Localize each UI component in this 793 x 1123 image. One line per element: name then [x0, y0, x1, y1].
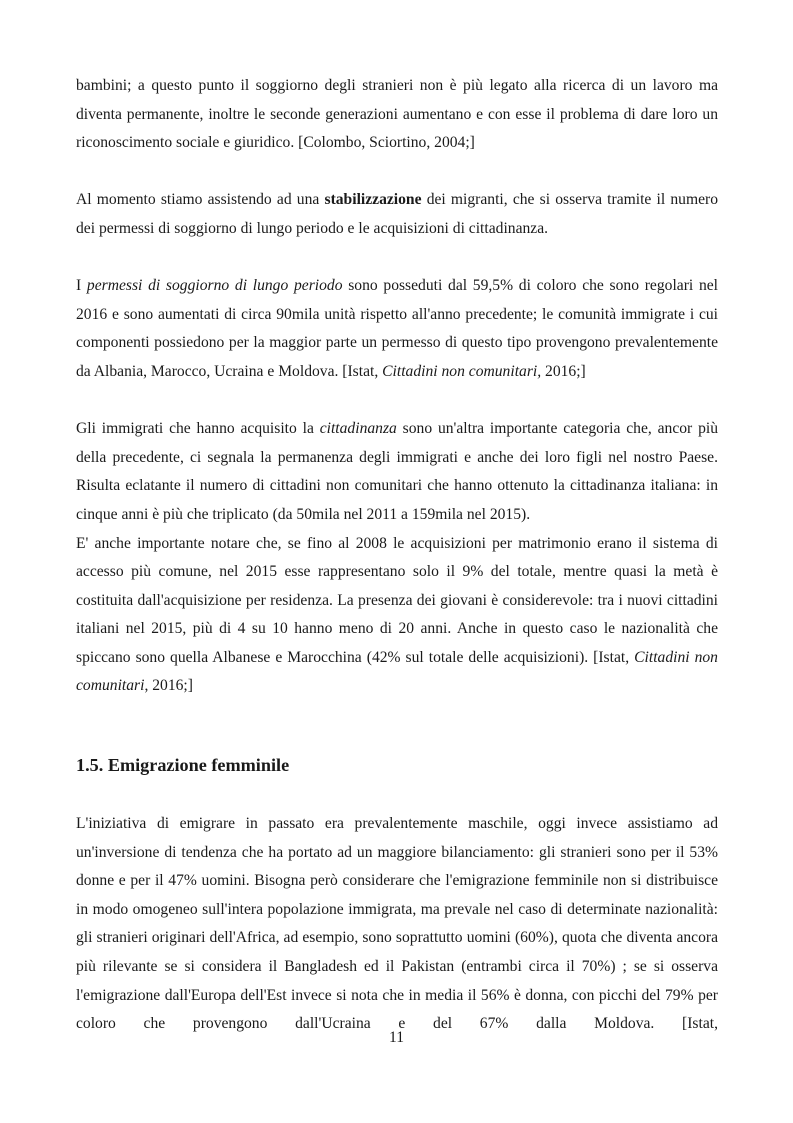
document-page: [76, 72, 718, 1039]
italic-term-permessi: permessi di soggiorno di lungo periodo: [86, 277, 343, 295]
paragraph-second-generations: bambini; a questo punto il soggiorno degli stranieri non è più legato alla ricerca di un lavoro ma diventa permanente, inoltre le seconde generazioni aumentano e con esse il problema di dare loro un riconoscimento sociale e giuridico. [Colombo, Sciortino, 2004;]: [76, 77, 718, 152]
paragraph-long-term-permits: I permessi di soggiorno di lungo periodo sono posseduti dal 59,5% di coloro che sono regolari nel 2016 e sono aumentati di circa 90mila unità rispetto all'anno precedente; le comunità immigrate i cui componenti possiedono per la maggior parte un permesso di questo tipo provengono prevalentemente da Albania, Marocco, Ucraina e Moldova. [Istat, Cittadini non comunitari, 2016;]: [76, 277, 718, 380]
citation-title: Cittadini non comunitari,: [382, 362, 542, 380]
paragraph-female-emigration: L'iniziativa di emigrare in passato era prevalentemente maschile, oggi invece assistiamo ad un'inversione di tendenza che ha portato ad un maggiore bilanciamento: gli stranieri sono per il 53% donne e per il 47% uomini. Bisogna però considerare che l'emigrazione femminile non si distribuisce in modo omogeneo sull'intera popolazione immigrata, ma prevale nel caso di determinate nazionalità: gli stranieri originari dell'Africa, ad esempio, sono soprattutto uomini (60%), quota che diventa ancora più rilevante se si considera il Bangladesh ed il Pakistan (entrambi circa il 70%) ; se si osserva l'emigrazione dall'Europa dell'Est invece si nota che in media il 56% è donna, con picchi del 79% per coloro che provengono dall'Ucraina e del 67% dalla Moldova. [Istat,: [76, 815, 718, 1033]
paragraph-stabilization: Al momento stiamo assistendo ad una stabilizzazione dei migranti, che si osserva tramite il numero dei permessi di soggiorno di lungo periodo e le acquisizioni di cittadinanza.: [76, 191, 718, 237]
section-heading: 1.5. Emigrazione femminile: [76, 755, 290, 776]
bold-term-stabilizzazione: stabilizzazione: [324, 191, 422, 209]
paragraph-citizenship: Gli immigrati che hanno acquisito la cittadinanza sono un'altra importante categoria che, ancor più della precedente, ci segnala la permanenza degli immigrati e anche dei loro figli nel nostro Paese. Risulta eclatante il numero di cittadini non comunitari che hanno ottenuto la cittadinanza italiana: in cinque anni è più che triplicato (da 50mila nel 2011 a 159mila nel 2015).: [76, 420, 718, 523]
page-number: 11: [388, 1029, 404, 1046]
paragraph-acquisitions: E' anche importante notare che, se fino al 2008 le acquisizioni per matrimonio erano il sistema di accesso più comune, nel 2015 esse rappresentano solo il 9% del totale, mentre quasi la metà è costituita dall'acquisizione per residenza. La presenza dei giovani è considerevole: tra i nuovi cittadini italiani nel 2015, più di 4 su 10 hanno meno di 20 anni. Anche in questo caso le nazionalità che spiccano sono quella Albanese e Marocchina (42% sul totale delle acquisizioni). [Istat, Cittadini non comunitari, 2016;]: [76, 534, 718, 695]
italic-term-cittadinanza: cittadinanza: [319, 420, 397, 438]
citation-title: Cittadini non comunitari: [76, 648, 718, 695]
